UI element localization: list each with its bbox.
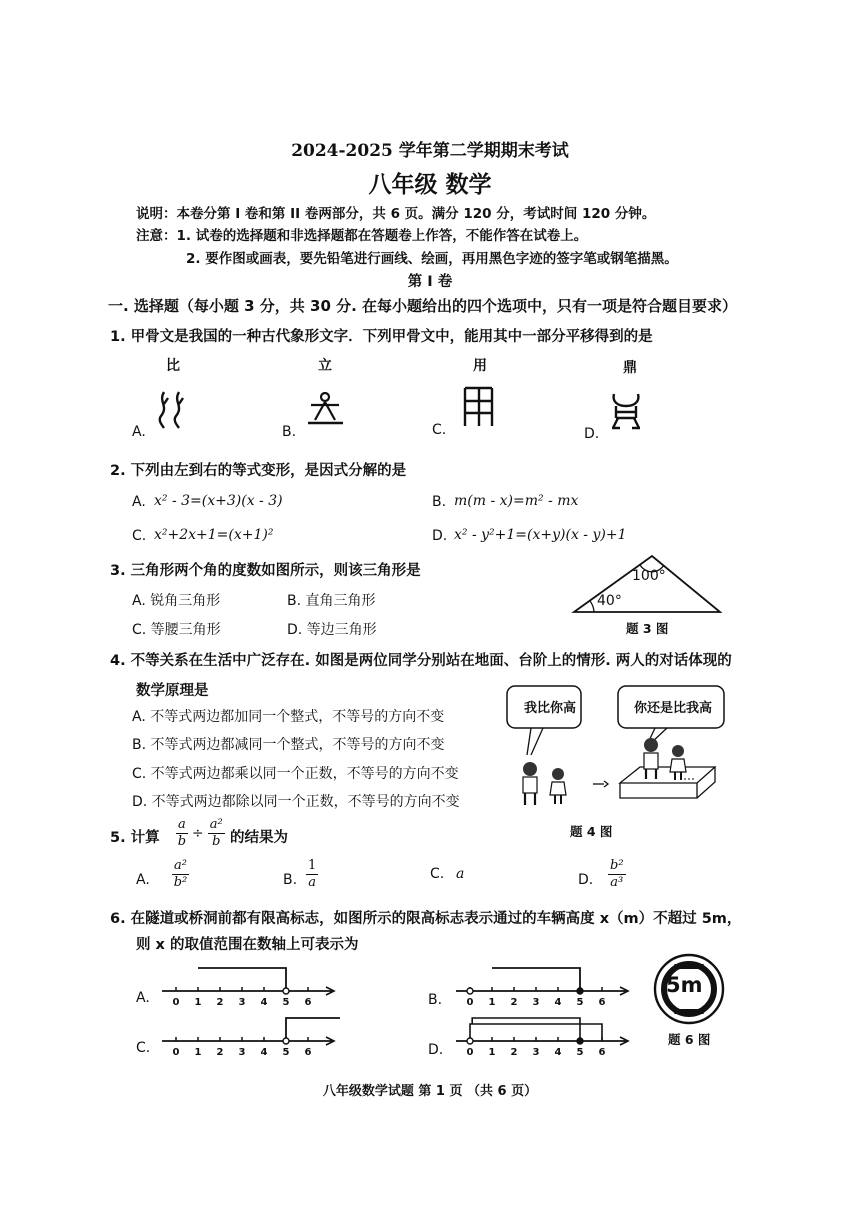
question-6-stem-line2: 则 x 的取值范围在数轴上可表示为 [136, 937, 359, 953]
tick-label: 4 [260, 1047, 268, 1058]
oracle-bi-glyph [155, 388, 193, 432]
q5-option-b-label: B. [283, 872, 298, 888]
q5-expr-den1: b [177, 834, 187, 849]
q4-option-d: D. 不等式两边都除以同一个正数，不等号的方向不变 [132, 794, 460, 810]
q2-option-b: m(m - x)=m² - mx [454, 493, 579, 509]
q4-option-a: A. 不等式两边都加同一个整式，不等号的方向不变 [132, 709, 445, 725]
angle-100-label: 100° [632, 568, 666, 584]
q2-option-a-label: A. [132, 494, 146, 510]
q1-char-b: 立 [318, 358, 332, 374]
attention-2: 2. 要作图或画表，要先铅笔进行画线、绘画，再用黑色字迹的签字笔或钢笔描黑。 [186, 251, 678, 267]
range-bracket [286, 1018, 340, 1041]
tick-label: 2 [510, 997, 518, 1008]
q3-option-a: A. 锐角三角形 [132, 593, 221, 609]
tick-label: 2 [510, 1047, 518, 1058]
q5-expression [176, 817, 225, 850]
q2-option-a: x² - 3=(x+3)(x - 3) [154, 493, 283, 509]
subject-title: 八年级 数学 [368, 172, 492, 198]
figure-6-caption: 题 6 图 [668, 1032, 711, 1047]
tick-label: 5 [576, 997, 584, 1008]
q5-option-b [306, 858, 318, 891]
endpoint-open-zero [467, 1038, 473, 1044]
q5-a-num: a² [174, 858, 187, 873]
tick-label: 3 [238, 1047, 246, 1058]
q2-option-d-label: D. [432, 528, 448, 544]
q5-d-den: a³ [610, 875, 624, 890]
instructions-note: 说明：本卷分第 I 卷和第 II 卷两部分，共 6 页。满分 120 分，考试时间 120 分钟。 [136, 206, 656, 222]
question-3-stem: 3. 三角形两个角的度数如图所示，则该三角形是 [110, 563, 421, 579]
q5-expr-num1: a [178, 817, 186, 832]
triangle-figure [568, 550, 728, 618]
tick-label: 1 [194, 1047, 202, 1058]
tick-label: 5 [576, 1047, 584, 1058]
endpoint-open-zero [467, 988, 473, 994]
q4-option-c: C. 不等式两边都乘以同一个正数，不等号的方向不变 [132, 766, 459, 782]
q5-d-num: b² [610, 858, 624, 873]
angle-40-label: 40° [597, 593, 622, 609]
q5-option-c-label: C. [430, 866, 445, 882]
q5-b-den: a [308, 875, 317, 890]
tick-label: 2 [216, 1047, 224, 1058]
attention-1: 注意：1. 试卷的选择题和非选择题都在答题卷上作答，不能作答在试卷上。 [136, 228, 588, 244]
question-5-stem-suffix: 的结果为 [230, 830, 288, 846]
q5-option-d-label: D. [578, 872, 594, 888]
tick-label: 5 [282, 997, 290, 1008]
volume-label: 第 I 卷 [407, 274, 453, 290]
oracle-yong-glyph [460, 384, 498, 430]
q3-option-b: B. 直角三角形 [287, 593, 376, 609]
q6-option-a-label: A. [136, 990, 150, 1006]
tick-label: 2 [216, 997, 224, 1008]
number-line-c [160, 1010, 340, 1060]
tick-label: 5 [282, 1047, 290, 1058]
q6-option-d-label: D. [428, 1042, 444, 1058]
q2-option-c-label: C. [132, 528, 147, 544]
tick-label: 3 [532, 1047, 540, 1058]
q1-option-b-label: B. [282, 424, 297, 440]
question-6-stem-line1: 6. 在隧道或桥洞前都有限高标志，如图所示的限高标志表示通过的车辆高度 x（m）不超过 5m， [110, 911, 742, 927]
oracle-ding-glyph [608, 388, 644, 432]
q1-option-a-label: A. [132, 424, 146, 440]
tick-label: 0 [172, 997, 180, 1008]
q1-char-a: 比 [166, 358, 180, 374]
exam-title: 2024-2025 学年第二学期期末考试 [291, 141, 569, 161]
q5-option-d [608, 858, 626, 891]
q1-option-d-label: D. [584, 426, 600, 442]
q1-option-c-label: C. [432, 422, 447, 438]
q6-option-b-label: B. [428, 992, 443, 1008]
oracle-li-glyph [305, 390, 347, 428]
tick-label: 0 [466, 1047, 474, 1058]
q1-char-d: 鼎 [623, 360, 637, 376]
q5-expr-den2: b [212, 834, 221, 849]
question-2-stem: 2. 下列由左到右的等式变形，是因式分解的是 [110, 463, 407, 479]
tick-label: 1 [194, 997, 202, 1008]
question-1-stem: 1. 甲骨文是我国的一种古代象形文字．下列甲骨文中，能用其中一部分平移得到的是 [110, 329, 653, 345]
tick-label: 4 [260, 997, 268, 1008]
tick-label: 1 [488, 1047, 496, 1058]
endpoint-open [283, 1038, 289, 1044]
endpoint-open [283, 988, 289, 994]
section-heading: 一. 选择题（每小题 3 分，共 30 分. 在每小题给出的四个选项中，只有一项是符合题目要求） [108, 297, 738, 315]
q3-option-d: D. 等边三角形 [287, 622, 377, 638]
q5-a-den: b² [173, 875, 188, 890]
speech-bubble-left: 我比你高 [524, 701, 577, 716]
q2-option-d: x² - y²+1=(x+y)(x - y)+1 [454, 527, 627, 543]
endpoint-closed [577, 1038, 583, 1044]
q5-option-a-label: A. [136, 872, 150, 888]
endpoint-closed [577, 988, 583, 994]
q5-option-a [172, 858, 189, 891]
number-line-b [454, 960, 634, 1010]
tick-label: 3 [238, 997, 246, 1008]
q6-option-c-label: C. [136, 1040, 151, 1056]
question-4-stem-line2: 数学原理是 [136, 683, 209, 699]
number-line-a [160, 960, 340, 1010]
tick-label: 6 [598, 1047, 606, 1058]
q3-option-c: C. 等腰三角形 [132, 622, 221, 638]
tick-label: 6 [598, 997, 606, 1008]
question-4-stem-line1: 4. 不等关系在生活中广泛存在. 如图是两位同学分别站在地面、台阶上的情形. 两人的对话体现的 [110, 653, 732, 669]
q2-option-c: x²+2x+1=(x+1)² [154, 527, 274, 543]
tick-label: 4 [554, 997, 562, 1008]
tick-label: 6 [304, 997, 312, 1008]
figure-4-caption: 题 4 图 [570, 824, 613, 839]
q5-b-num: 1 [308, 858, 317, 873]
sign-text: 5m [666, 973, 703, 997]
tick-label: 6 [304, 1047, 312, 1058]
q5-expr-op: ÷ [191, 825, 204, 842]
tick-label: 0 [172, 1047, 180, 1058]
range-bracket-inner [472, 1018, 580, 1041]
number-line-d [454, 1010, 634, 1060]
q2-option-b-label: B. [432, 494, 447, 510]
q5-expr-num2: a² [209, 817, 223, 832]
figure-3-caption: 题 3 图 [626, 621, 669, 636]
tick-label: 1 [488, 997, 496, 1008]
page-footer: 八年级数学试题 第 1 页 （共 6 页） [322, 1084, 538, 1099]
tick-label: 4 [554, 1047, 562, 1058]
speech-bubble-right: 你还是比我高 [634, 701, 713, 716]
q5-option-c: a [456, 866, 465, 882]
q1-char-c: 用 [473, 358, 487, 374]
tick-label: 0 [466, 997, 474, 1008]
q4-option-b: B. 不等式两边都减同一个整式，不等号的方向不变 [132, 737, 445, 753]
question-5-stem-prefix: 5. 计算 [110, 830, 160, 846]
tick-label: 3 [532, 997, 540, 1008]
